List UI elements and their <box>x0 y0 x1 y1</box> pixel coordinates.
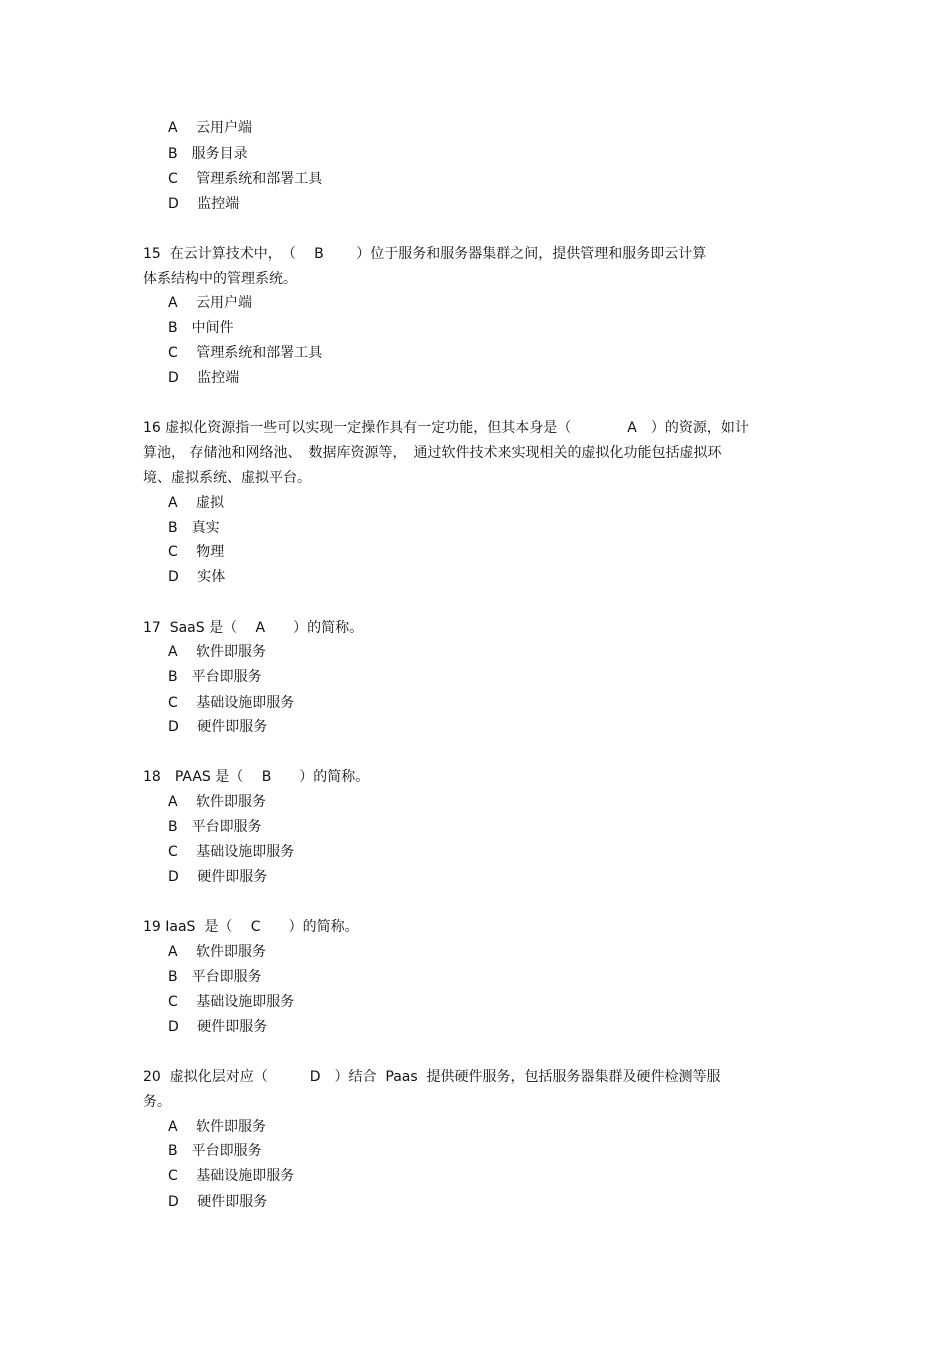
option-b: B 平台即服务 <box>168 669 262 685</box>
question-16-stem-line-3: 境、虚拟系统、虚拟平台。 <box>143 470 311 486</box>
option-c: C 基础设施即服务 <box>168 695 295 711</box>
option-b: B 平台即服务 <box>168 1143 262 1159</box>
option-d: D 硬件即服务 <box>168 869 268 885</box>
question-20-stem-line-1: 20 虚拟化层对应（ D ）结合 Paas 提供硬件服务，包括服务器集群及硬件检测等服 <box>143 1069 721 1085</box>
question-20-stem-line-2: 务。 <box>143 1094 171 1110</box>
option-b: B 中间件 <box>168 320 234 336</box>
option-a: A 软件即服务 <box>168 644 267 660</box>
option-a: A 软件即服务 <box>168 944 267 960</box>
option-d: D 实体 <box>168 569 226 585</box>
option-a: A 虚拟 <box>168 495 225 511</box>
question-16-stem-line-2: 算池， 存储池和网络池、 数据库资源等， 通过软件技术来实现相关的虚拟化功能包括虚拟环 <box>143 445 722 461</box>
option-c: C 基础设施即服务 <box>168 1168 295 1184</box>
option-b: B 平台即服务 <box>168 969 262 985</box>
option-c: C 基础设施即服务 <box>168 844 295 860</box>
question-18-stem: 18 PAAS 是（ B ）的简称。 <box>143 769 370 785</box>
option-a: A 云用户端 <box>168 120 253 136</box>
option-c: C 基础设施即服务 <box>168 994 295 1010</box>
option-c: C 管理系统和部署工具 <box>168 345 323 361</box>
option-b: B 真实 <box>168 520 220 536</box>
option-c: C 管理系统和部署工具 <box>168 171 323 187</box>
question-16-stem-line-1: 16 虚拟化资源指一些可以实现一定操作具有一定功能，但其本身是（ A ）的资源，如计 <box>143 420 749 436</box>
question-15-stem-line-1: 15 在云计算技术中， （ B ）位于服务和服务器集群之间，提供管理和服务即云计算 <box>143 246 707 262</box>
option-c: C 物理 <box>168 544 225 560</box>
option-d: D 硬件即服务 <box>168 719 268 735</box>
option-d: D 监控端 <box>168 370 240 386</box>
question-17-stem: 17 SaaS 是（ A ）的简称。 <box>143 620 364 636</box>
question-19-stem: 19 IaaS 是（ C ）的简称。 <box>143 919 359 935</box>
option-b: B 服务目录 <box>168 146 248 162</box>
option-a: A 软件即服务 <box>168 794 267 810</box>
option-d: D 硬件即服务 <box>168 1019 268 1035</box>
option-d: D 硬件即服务 <box>168 1194 268 1210</box>
option-a: A 云用户端 <box>168 295 253 311</box>
question-15-stem-line-2: 体系结构中的管理系统。 <box>143 271 297 287</box>
option-b: B 平台即服务 <box>168 819 262 835</box>
option-d: D 监控端 <box>168 196 240 212</box>
option-a: A 软件即服务 <box>168 1119 267 1135</box>
